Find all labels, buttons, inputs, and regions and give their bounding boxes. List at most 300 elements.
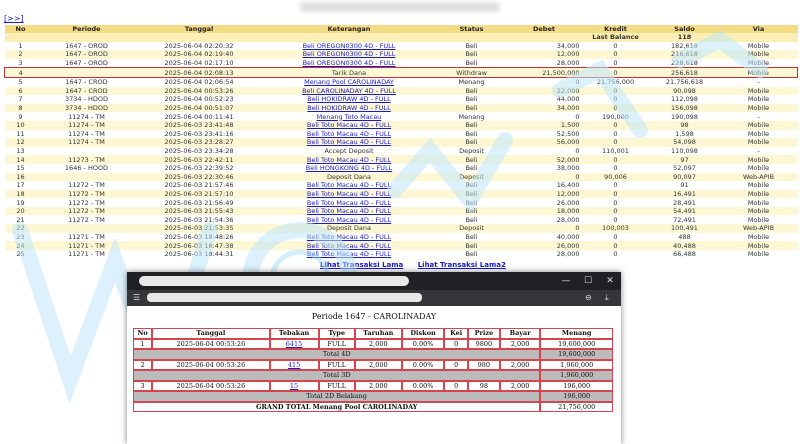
cell-no: 6 bbox=[5, 87, 37, 96]
table-row bbox=[5, 181, 798, 190]
cell-status: Withdraw bbox=[437, 68, 507, 78]
cell-via: Mobile bbox=[720, 130, 798, 139]
cell-status: Beli bbox=[437, 138, 507, 147]
table-row bbox=[5, 95, 798, 104]
dcell-type: FULL bbox=[319, 339, 355, 350]
cell-saldo: 488 bbox=[650, 233, 720, 242]
dcell-bayar: 2,000 bbox=[500, 339, 541, 350]
table-row bbox=[5, 147, 798, 156]
cell-saldo: 66,488 bbox=[650, 250, 720, 259]
popup-title: Periode 1647 - CAROLINADAY bbox=[311, 312, 437, 321]
dcol-tanggal: Tanggal bbox=[152, 328, 269, 339]
cell-saldo: 228,618 bbox=[650, 59, 720, 68]
cell-status: Deposit bbox=[437, 224, 507, 233]
transaction-detail-link[interactable]: Beli Toto Macau 4D - FULL bbox=[306, 138, 392, 147]
cell-debet: 26,000 bbox=[507, 198, 582, 207]
dcell-kei: 0 bbox=[444, 339, 467, 350]
transaction-detail-link[interactable]: Beli Toto Macau 4D - FULL bbox=[306, 129, 392, 138]
cell-saldo: 90,098 bbox=[650, 87, 720, 96]
cell-periode: 11274 - TM bbox=[37, 112, 137, 121]
cell-kredit: 0 bbox=[582, 250, 650, 259]
table-row bbox=[5, 130, 798, 139]
cell-kredit: 0 bbox=[582, 130, 650, 139]
cell-debet: 12,000 bbox=[507, 190, 582, 199]
cell-ket bbox=[262, 207, 437, 216]
cell-ket: Deposit Dana bbox=[262, 173, 437, 182]
footer-links bbox=[320, 261, 518, 269]
cell-kredit: 0 bbox=[582, 87, 650, 96]
cell-ket bbox=[262, 250, 437, 259]
site-settings-icon[interactable]: ☰ bbox=[133, 293, 141, 302]
cell-kredit: 0 bbox=[582, 42, 650, 51]
subtotal-value: 196,000 bbox=[540, 391, 613, 402]
dcell-bayar: 2,000 bbox=[500, 360, 541, 371]
cell-periode: 11273 - TM bbox=[37, 155, 137, 164]
dcell-tanggal: 2025-06-04 00:53:26 bbox=[152, 381, 269, 392]
cell-periode: 11272 - TM bbox=[37, 181, 137, 190]
cell-status: Beli bbox=[437, 233, 507, 242]
cell-periode bbox=[37, 173, 137, 182]
grand-total-label: GRAND TOTAL Menang Pool CAROLINADAY bbox=[133, 402, 540, 413]
cell-status: Beli bbox=[437, 121, 507, 130]
popup-title-bar bbox=[127, 272, 621, 290]
col-no: No bbox=[5, 25, 37, 33]
cell-kredit: 0 bbox=[582, 215, 650, 224]
cell-no: 9 bbox=[5, 112, 37, 121]
cell-ket bbox=[262, 59, 437, 68]
cell-ket bbox=[262, 112, 437, 121]
cell-tanggal: 2025-06-03 18:44:31 bbox=[137, 250, 262, 259]
table-row bbox=[5, 121, 798, 130]
maximize-icon[interactable]: ☐ bbox=[583, 276, 593, 286]
zoom-icon[interactable]: ⊖ bbox=[585, 293, 592, 302]
cell-tanggal: 2025-06-04 02:17:10 bbox=[137, 59, 262, 68]
table-row bbox=[5, 241, 798, 250]
table-row bbox=[5, 164, 798, 173]
cell-tanggal: 2025-06-03 21:56:49 bbox=[137, 198, 262, 207]
cell-periode bbox=[37, 147, 137, 156]
cell-debet: 12,000 bbox=[507, 50, 582, 59]
download-icon[interactable]: ⤓ bbox=[605, 293, 609, 302]
cell-via: Mobile bbox=[720, 250, 798, 259]
dcell-diskon: 0.00% bbox=[402, 381, 445, 392]
dcell-diskon: 0.00% bbox=[402, 360, 445, 371]
grand-total-row bbox=[133, 402, 613, 413]
table-row bbox=[5, 42, 798, 51]
table-row bbox=[5, 155, 798, 164]
cell-debet: 34,000 bbox=[507, 104, 582, 113]
cell-ket bbox=[262, 164, 437, 173]
cell-debet: 52,500 bbox=[507, 130, 582, 139]
cell-tanggal: 2025-06-04 02:20:32 bbox=[137, 42, 262, 51]
dcol-prize: Prize bbox=[468, 328, 500, 339]
cell-ket: Deposit Dana bbox=[262, 224, 437, 233]
cell-debet: 22,000 bbox=[507, 87, 582, 96]
cell-periode: 1647 - CROD bbox=[37, 77, 137, 86]
table-row bbox=[5, 233, 798, 242]
cell-no: 19 bbox=[5, 198, 37, 207]
cell-periode: 3734 - HDOD bbox=[37, 95, 137, 104]
cell-saldo: 91 bbox=[650, 181, 720, 190]
cell-periode: 11272 - TM bbox=[37, 190, 137, 199]
cell-saldo: 52,097 bbox=[650, 164, 720, 173]
table-row bbox=[5, 250, 798, 259]
cell-via: Mobile bbox=[720, 87, 798, 96]
transaction-detail-link[interactable]: Menang Pool CAROLINADAY bbox=[304, 78, 394, 87]
transaction-detail-link[interactable]: Beli Toto Macau 4D - FULL bbox=[306, 215, 392, 224]
cell-saldo: 216,618 bbox=[650, 50, 720, 59]
cell-periode bbox=[37, 224, 137, 233]
dcell-no: 3 bbox=[133, 381, 152, 392]
col-via: Via bbox=[720, 25, 798, 33]
cell-no: 17 bbox=[5, 181, 37, 190]
cell-status: Beli bbox=[437, 87, 507, 96]
dcell-taruhan: 2,000 bbox=[355, 381, 402, 392]
cell-ket: Accept Deposit bbox=[262, 147, 437, 156]
cell-saldo: 40,488 bbox=[650, 241, 720, 250]
dcell-taruhan: 2,000 bbox=[355, 360, 402, 371]
cell-ket bbox=[262, 215, 437, 224]
cell-tanggal: 2025-06-03 21:55:43 bbox=[137, 207, 262, 216]
cell-status: Beli bbox=[437, 104, 507, 113]
cell-no: 13 bbox=[5, 147, 37, 156]
cell-debet: 38,000 bbox=[507, 164, 582, 173]
cell-ket bbox=[262, 130, 437, 139]
col-status: Status bbox=[437, 25, 507, 33]
cell-saldo: 190,098 bbox=[650, 112, 720, 121]
cell-kredit: 0 bbox=[582, 104, 650, 113]
transaction-detail-link[interactable]: Beli OREGON0300 4D - FULL bbox=[302, 41, 396, 50]
cell-ket bbox=[262, 121, 437, 130]
transaction-detail-link[interactable]: Beli Toto Macau 4D - FULL bbox=[306, 250, 392, 259]
cell-ket bbox=[262, 198, 437, 207]
dcell-diskon: 0.00% bbox=[402, 339, 445, 350]
cell-kredit: 90,006 bbox=[582, 173, 650, 182]
cell-kredit: 0 bbox=[582, 121, 650, 130]
table-row bbox=[5, 112, 798, 121]
cell-saldo: 98 bbox=[650, 121, 720, 130]
cell-periode: 11271 - TM bbox=[37, 233, 137, 242]
transaction-detail-link[interactable]: Beli Toto Macau 4D - FULL bbox=[306, 241, 392, 250]
close-icon[interactable]: ✕ bbox=[606, 276, 614, 286]
dcell-taruhan: 2,000 bbox=[355, 339, 402, 350]
cell-no: 10 bbox=[5, 121, 37, 130]
cell-via: Mobile bbox=[720, 241, 798, 250]
cell-via: Web-APIB bbox=[720, 173, 798, 182]
transaction-detail-link[interactable]: Beli Toto Macau 4D - FULL bbox=[306, 189, 392, 198]
cell-tanggal: 2025-06-03 22:39:52 bbox=[137, 164, 262, 173]
old-transactions-link[interactable]: Lihat Transaksi Lama bbox=[320, 261, 404, 269]
cell-no: 20 bbox=[5, 207, 37, 216]
cell-periode: 1647 - CROD bbox=[37, 87, 137, 96]
cell-saldo: 72,491 bbox=[650, 215, 720, 224]
cell-kredit: 21,756,000 bbox=[582, 77, 650, 86]
dcol-tebakan: Tebakan bbox=[270, 328, 319, 339]
cell-status: Beli bbox=[437, 181, 507, 190]
subtotal-value: 1,960,000 bbox=[540, 370, 613, 381]
cell-tanggal: 2025-06-03 23:34:28 bbox=[137, 147, 262, 156]
cell-tanggal: 2025-06-04 02:19:40 bbox=[137, 50, 262, 59]
cell-periode: 11271 - TM bbox=[37, 241, 137, 250]
dcell-bayar: 2,000 bbox=[500, 381, 541, 392]
prev-page-link[interactable]: [>>] bbox=[4, 14, 24, 23]
cell-no: 14 bbox=[5, 155, 37, 164]
dcell-type: FULL bbox=[319, 360, 355, 371]
cell-no: 22 bbox=[5, 224, 37, 233]
cell-saldo: 54,491 bbox=[650, 207, 720, 216]
dcol-diskon: Diskon bbox=[402, 328, 445, 339]
detail-row bbox=[133, 339, 613, 350]
cell-debet: 28,000 bbox=[507, 250, 582, 259]
cell-tanggal: 2025-06-03 23:28:27 bbox=[137, 138, 262, 147]
cell-no: 12 bbox=[5, 138, 37, 147]
cell-no: 5 bbox=[5, 77, 37, 86]
transaction-detail-link[interactable]: Beli HONGKONG 4D - FULL bbox=[305, 164, 393, 173]
transaction-detail-link[interactable]: Menang Toto Macau bbox=[316, 112, 382, 121]
cell-no: 11 bbox=[5, 130, 37, 139]
popup-url-redacted[interactable] bbox=[147, 293, 422, 302]
transaction-detail-link[interactable]: Beli HOKIDRAW 4D - FULL bbox=[307, 104, 391, 113]
cell-tanggal: 2025-06-04 00:52:23 bbox=[137, 95, 262, 104]
table-row bbox=[5, 215, 798, 224]
cell-kredit: 0 bbox=[582, 164, 650, 173]
cell-debet: 40,000 bbox=[507, 233, 582, 242]
popup-address-bar bbox=[127, 290, 621, 306]
transaction-detail-link[interactable]: Beli OREGON0300 4D - FULL bbox=[302, 59, 396, 68]
cell-via: Mobile bbox=[720, 207, 798, 216]
dcell-prize: 9800 bbox=[468, 339, 500, 350]
cell-debet: 21,500,000 bbox=[507, 68, 582, 78]
cell-debet: 34,000 bbox=[507, 42, 582, 51]
subtotal-label: Total 3D bbox=[133, 370, 540, 381]
cell-via: Mobile bbox=[720, 59, 798, 68]
cell-status: Beli bbox=[437, 215, 507, 224]
dcell-menang: 19,600,000 bbox=[540, 339, 613, 350]
cell-status: Beli bbox=[437, 164, 507, 173]
transaction-detail-link[interactable]: Beli Toto Macau 4D - FULL bbox=[306, 121, 392, 130]
cell-via: Mobile bbox=[720, 181, 798, 190]
cell-periode: 11274 - TM bbox=[37, 130, 137, 139]
cell-kredit: 0 bbox=[582, 207, 650, 216]
cell-no: 7 bbox=[5, 95, 37, 104]
old-transactions-2-link[interactable]: Lihat Transaksi Lama2 bbox=[417, 261, 506, 269]
cell-tanggal: 2025-06-03 21:54:36 bbox=[137, 215, 262, 224]
page-title-redacted bbox=[300, 2, 500, 12]
subtotal-row bbox=[133, 370, 613, 381]
cell-no: 23 bbox=[5, 233, 37, 242]
cell-periode bbox=[37, 68, 137, 78]
bet-detail-table bbox=[133, 328, 613, 412]
transaction-detail-link[interactable]: Beli HOKIDRAW 4D - FULL bbox=[307, 95, 391, 104]
cell-periode: 3734 - HDOD bbox=[37, 104, 137, 113]
cell-tanggal: 2025-06-04 02:08:13 bbox=[137, 68, 262, 78]
cell-no: 4 bbox=[5, 68, 37, 78]
cell-ket bbox=[262, 42, 437, 51]
cell-debet: 0 bbox=[507, 77, 582, 86]
popup-tab-title-redacted bbox=[139, 276, 409, 286]
cell-tanggal: 2025-06-03 22:42:11 bbox=[137, 155, 262, 164]
cell-no: 21 bbox=[5, 215, 37, 224]
transaction-detail-link[interactable]: Beli CAROLINADAY 4D - FULL bbox=[302, 86, 396, 95]
dcell-tebakan[interactable]: 6415 bbox=[270, 339, 319, 350]
cell-status: Beli bbox=[437, 50, 507, 59]
table-row bbox=[5, 87, 798, 96]
subtotal-row bbox=[133, 349, 613, 360]
cell-periode: 1647 - OROD bbox=[37, 50, 137, 59]
cell-ket bbox=[262, 95, 437, 104]
cell-no: 16 bbox=[5, 173, 37, 182]
subtotal-row bbox=[133, 391, 613, 402]
cell-periode: 11272 - TM bbox=[37, 198, 137, 207]
cell-debet: 1,500 bbox=[507, 121, 582, 130]
popup-window bbox=[127, 272, 621, 444]
cell-kredit: 110,001 bbox=[582, 147, 650, 156]
cell-debet: 0 bbox=[507, 173, 582, 182]
subtotal-value: 19,600,000 bbox=[540, 349, 613, 360]
cell-kredit: 0 bbox=[582, 241, 650, 250]
dcell-no: 1 bbox=[133, 339, 152, 350]
cell-no: 3 bbox=[5, 59, 37, 68]
cell-via: Mobile bbox=[720, 95, 798, 104]
cell-debet: 0 bbox=[507, 224, 582, 233]
cell-ket bbox=[262, 77, 437, 86]
cell-periode: 11271 - TM bbox=[37, 250, 137, 259]
cell-saldo: 28,491 bbox=[650, 198, 720, 207]
cell-tanggal: 2025-06-04 00:51:07 bbox=[137, 104, 262, 113]
cell-via: Mobile bbox=[720, 50, 798, 59]
cell-status: Deposit bbox=[437, 173, 507, 182]
cell-ket bbox=[262, 233, 437, 242]
cell-ket bbox=[262, 104, 437, 113]
cell-status: Menang bbox=[437, 77, 507, 86]
cell-debet: 52,000 bbox=[507, 155, 582, 164]
cell-saldo: 97 bbox=[650, 155, 720, 164]
cell-periode: 1646 - HOOD bbox=[37, 164, 137, 173]
cell-tanggal: 2025-06-04 00:11:41 bbox=[137, 112, 262, 121]
cell-tanggal: 2025-06-03 23:41:16 bbox=[137, 130, 262, 139]
cell-periode: 11272 - TM bbox=[37, 207, 137, 216]
cell-kredit: 0 bbox=[582, 68, 650, 78]
cell-kredit: 0 bbox=[582, 155, 650, 164]
cell-saldo: 256,618 bbox=[650, 68, 720, 78]
last-balance-label: Last Balance bbox=[582, 33, 650, 42]
cell-debet: 0 bbox=[507, 147, 582, 156]
dcell-tebakan[interactable]: 415 bbox=[270, 360, 319, 371]
cell-via: Mobile bbox=[720, 42, 798, 51]
cell-status: Beli bbox=[437, 59, 507, 68]
dcol-kei: Kei bbox=[444, 328, 467, 339]
cell-via: Web-APIB bbox=[720, 224, 798, 233]
cell-ket bbox=[262, 155, 437, 164]
cell-no: 15 bbox=[5, 164, 37, 173]
cell-kredit: 0 bbox=[582, 233, 650, 242]
cell-saldo: 90,097 bbox=[650, 173, 720, 182]
grand-total-value: 21,756,000 bbox=[540, 402, 613, 413]
cell-via: Mobile bbox=[720, 198, 798, 207]
cell-tanggal: 2025-06-03 21:57:46 bbox=[137, 181, 262, 190]
cell-kredit: 0 bbox=[582, 190, 650, 199]
table-row bbox=[5, 59, 798, 68]
cell-via: - bbox=[720, 77, 798, 86]
cell-via: Mobile bbox=[720, 164, 798, 173]
cell-ket bbox=[262, 241, 437, 250]
transaction-detail-link[interactable]: Beli Toto Macau 4D - FULL bbox=[306, 207, 392, 216]
cell-debet: 28,000 bbox=[507, 59, 582, 68]
cell-periode: 11274 - TM bbox=[37, 138, 137, 147]
transaction-detail-link[interactable]: Beli Toto Macau 4D - FULL bbox=[306, 232, 392, 241]
cell-kredit: 0 bbox=[582, 138, 650, 147]
cell-ket bbox=[262, 181, 437, 190]
col-periode: Periode bbox=[37, 25, 137, 33]
cell-tanggal: 2025-06-03 21:57:10 bbox=[137, 190, 262, 199]
cell-saldo: 156,098 bbox=[650, 104, 720, 113]
cell-kredit: 100,003 bbox=[582, 224, 650, 233]
cell-periode: 1647 - OROD bbox=[37, 42, 137, 51]
detail-row bbox=[133, 381, 613, 392]
transaction-detail-link[interactable]: Beli Toto Macau 4D - FULL bbox=[306, 155, 392, 164]
cell-status: Beli bbox=[437, 198, 507, 207]
cell-kredit: 0 bbox=[582, 50, 650, 59]
dcell-tebakan[interactable]: 15 bbox=[270, 381, 319, 392]
table-row bbox=[5, 138, 798, 147]
cell-tanggal: 2025-06-03 18:48:26 bbox=[137, 233, 262, 242]
table-row bbox=[5, 104, 798, 113]
detail-header-row bbox=[133, 328, 613, 339]
dcol-type: Type bbox=[319, 328, 355, 339]
minimize-icon[interactable]: — bbox=[561, 276, 571, 286]
cell-kredit: 0 bbox=[582, 181, 650, 190]
cell-debet: 28,000 bbox=[507, 215, 582, 224]
transaction-detail-link[interactable]: Beli Toto Macau 4D - FULL bbox=[306, 181, 392, 190]
col-debet: Debet bbox=[507, 25, 582, 33]
cell-status: Beli bbox=[437, 190, 507, 199]
cell-no: 18 bbox=[5, 190, 37, 199]
table-row bbox=[5, 50, 798, 59]
cell-via: Mobile bbox=[720, 68, 798, 78]
cell-no: 1 bbox=[5, 42, 37, 51]
cell-status: Beli bbox=[437, 42, 507, 51]
table-row bbox=[5, 224, 798, 233]
table-row bbox=[5, 173, 798, 182]
cell-tanggal: 2025-06-03 22:30:46 bbox=[137, 173, 262, 182]
cell-status: Beli bbox=[437, 95, 507, 104]
dcell-tanggal: 2025-06-04 00:53:26 bbox=[152, 339, 269, 350]
cell-saldo: 112,098 bbox=[650, 95, 720, 104]
cell-saldo: 100,491 bbox=[650, 224, 720, 233]
cell-no: 8 bbox=[5, 104, 37, 113]
cell-status: Beli bbox=[437, 130, 507, 139]
subtotal-label: Total 4D bbox=[133, 349, 540, 360]
cell-periode: 11272 - TM bbox=[37, 215, 137, 224]
cell-kredit: 0 bbox=[582, 95, 650, 104]
col-saldo: Saldo bbox=[650, 25, 720, 33]
cell-via: Mobile bbox=[720, 138, 798, 147]
col-keterangan: Keterangan bbox=[262, 25, 437, 33]
table-row bbox=[5, 77, 798, 86]
table-row bbox=[5, 68, 798, 78]
cell-tanggal: 2025-06-03 21:53:35 bbox=[137, 224, 262, 233]
transaction-detail-link[interactable]: Beli OREGON0300 4D - FULL bbox=[302, 50, 396, 59]
table-row bbox=[5, 207, 798, 216]
table-row bbox=[5, 198, 798, 207]
cell-saldo: 1,598 bbox=[650, 130, 720, 139]
dcell-kei: 0 bbox=[444, 360, 467, 371]
cell-no: 24 bbox=[5, 241, 37, 250]
dcol-taruhan: Taruhan bbox=[355, 328, 402, 339]
cell-tanggal: 2025-06-03 23:41:48 bbox=[137, 121, 262, 130]
transaction-detail-link[interactable]: Beli Toto Macau 4D - FULL bbox=[306, 198, 392, 207]
cell-via: Mobile bbox=[720, 121, 798, 130]
